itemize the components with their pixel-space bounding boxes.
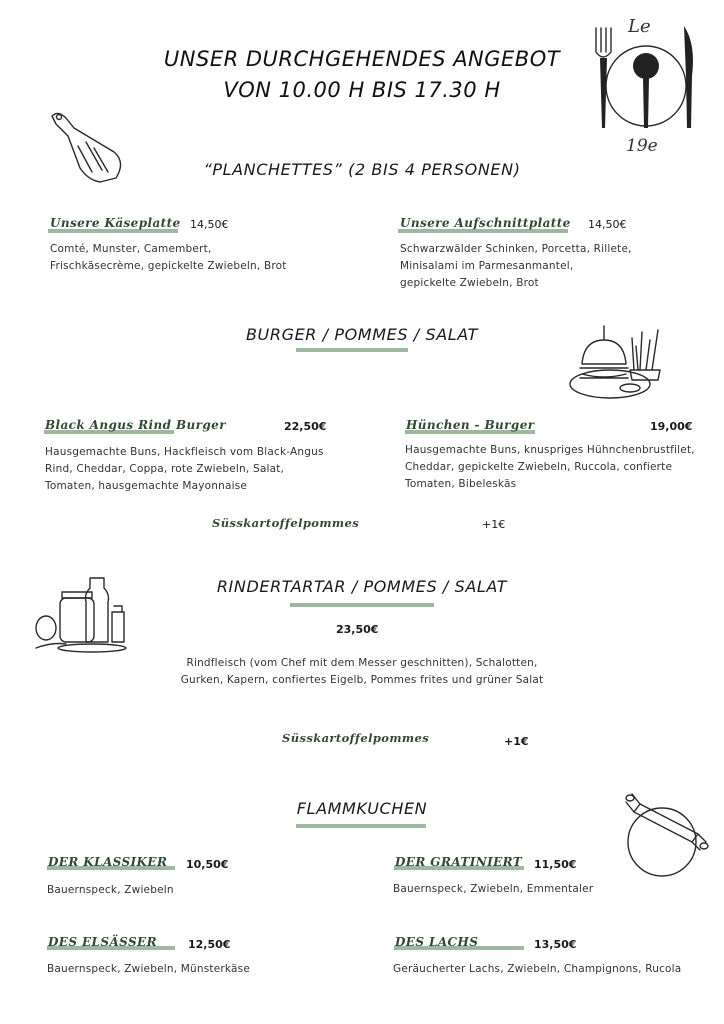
desc-line: Tomaten, Bibeleskäs [405, 478, 517, 490]
burger-fries-icon [566, 318, 670, 402]
section-title-tartar: RINDERTARTAR / POMMES / SALAT [216, 577, 508, 596]
section-title-burger: BURGER / POMMES / SALAT [245, 325, 479, 344]
extra-name-tartar-sweet-potato: Süsskartoffelpommes [282, 731, 430, 745]
item-name-elsaesser: DES ELSÄSSER [48, 935, 157, 949]
desc-line: Minisalami im Parmesanmantel, [400, 260, 574, 272]
section-title-planchettes: “PLANCHETTES” (2 BIS 4 PERSONEN) [203, 160, 521, 179]
item-desc-huenchen-burger [405, 442, 695, 493]
item-price-aufschnittplatte: 14,50€ [588, 218, 627, 231]
extra-price-tartar-sweet-potato: +1€ [504, 735, 529, 748]
jar-bottle-icon [32, 572, 152, 656]
item-desc-kaeseplatte [50, 241, 287, 275]
item-name-lachs: DES LACHS [395, 935, 479, 949]
rolling-pin-dough-icon [620, 784, 712, 880]
desc-line: Cheddar, gepickelte Zwiebeln, Ruccola, confierte [405, 461, 673, 473]
desc-line: Comté, Munster, Camembert, [50, 243, 212, 255]
desc-line: gepickelte Zwiebeln, Brot [400, 277, 539, 289]
desc-line: Tomaten, hausgemachte Mayonnaise [45, 480, 248, 492]
section-title-flammkuchen: FLAMMKUCHEN [296, 799, 428, 818]
item-name-huenchen-burger: Hünchen - Burger [406, 418, 535, 432]
desc-line: Frischkäsecrème, gepickelte Zwiebeln, Brot [50, 260, 287, 272]
item-name-aufschnittplatte: Unsere Aufschnittplatte [400, 216, 571, 230]
logo-text-top: Le [628, 16, 651, 37]
item-price-klassiker: 10,50€ [186, 858, 229, 871]
item-name-black-angus-burger: Black Angus Rind Burger [45, 418, 226, 432]
item-price-kaeseplatte: 14,50€ [190, 218, 229, 231]
restaurant-logo [588, 14, 706, 160]
extra-name-burger-sweet-potato: Süsskartoffelpommes [212, 516, 360, 530]
tartar-price: 23,50€ [336, 623, 379, 636]
item-name-gratiniert: DER GRATINIERT [395, 855, 523, 869]
item-price-huenchen-burger: 19,00€ [650, 420, 693, 433]
item-desc-gratiniert: Bauernspeck, Zwiebeln, Emmentaler [393, 883, 594, 895]
desc-line: Rind, Cheddar, Coppa, rote Zwiebeln, Salat, [45, 463, 285, 475]
item-price-elsaesser: 12,50€ [188, 938, 231, 951]
page-title-line-1: UNSER DURCHGEHENDES ANGEBOT [163, 47, 561, 71]
rolling-pin-illustration [620, 784, 712, 884]
item-desc-black-angus-burger [45, 444, 324, 495]
section-underline [290, 603, 434, 607]
logo-text-bottom: 19e [626, 136, 658, 156]
item-desc-elsaesser: Bauernspeck, Zwiebeln, Münsterkäse [47, 963, 250, 975]
item-price-black-angus-burger: 22,50€ [284, 420, 327, 433]
tartar-desc [80, 655, 644, 689]
item-desc-lachs: Geräucherter Lachs, Zwiebeln, Champignons, Rucola [393, 963, 682, 975]
item-desc-aufschnittplatte [400, 241, 632, 292]
item-price-lachs: 13,50€ [534, 938, 577, 951]
item-price-gratiniert: 11,50€ [534, 858, 577, 871]
item-name-kaeseplatte: Unsere Käseplatte [50, 216, 181, 230]
extra-price-burger-sweet-potato: +1€ [482, 518, 506, 531]
desc-line: Schwarzwälder Schinken, Porcetta, Rillete, [400, 243, 632, 255]
burger-illustration [566, 318, 670, 406]
section-underline [296, 824, 426, 828]
jar-illustration [32, 572, 152, 660]
item-name-klassiker: DER KLASSIKER [48, 855, 168, 869]
section-underline [296, 348, 408, 352]
desc-line: Rindfleisch (vom Chef mit dem Messer geschnitten), Schalotten, [186, 657, 538, 669]
page-title-line-2: VON 10.00 H BIS 17.30 H [223, 78, 501, 102]
desc-line: Hausgemachte Buns, knuspriges Hühnchenbrustfilet, [405, 444, 695, 456]
item-desc-klassiker: Bauernspeck, Zwiebeln [47, 884, 174, 896]
desc-line: Gurken, Kapern, confiertes Eigelb, Pommes frites und grüner Salat [180, 674, 544, 686]
desc-line: Hausgemachte Buns, Hackfleisch vom Black-Angus [45, 446, 324, 458]
